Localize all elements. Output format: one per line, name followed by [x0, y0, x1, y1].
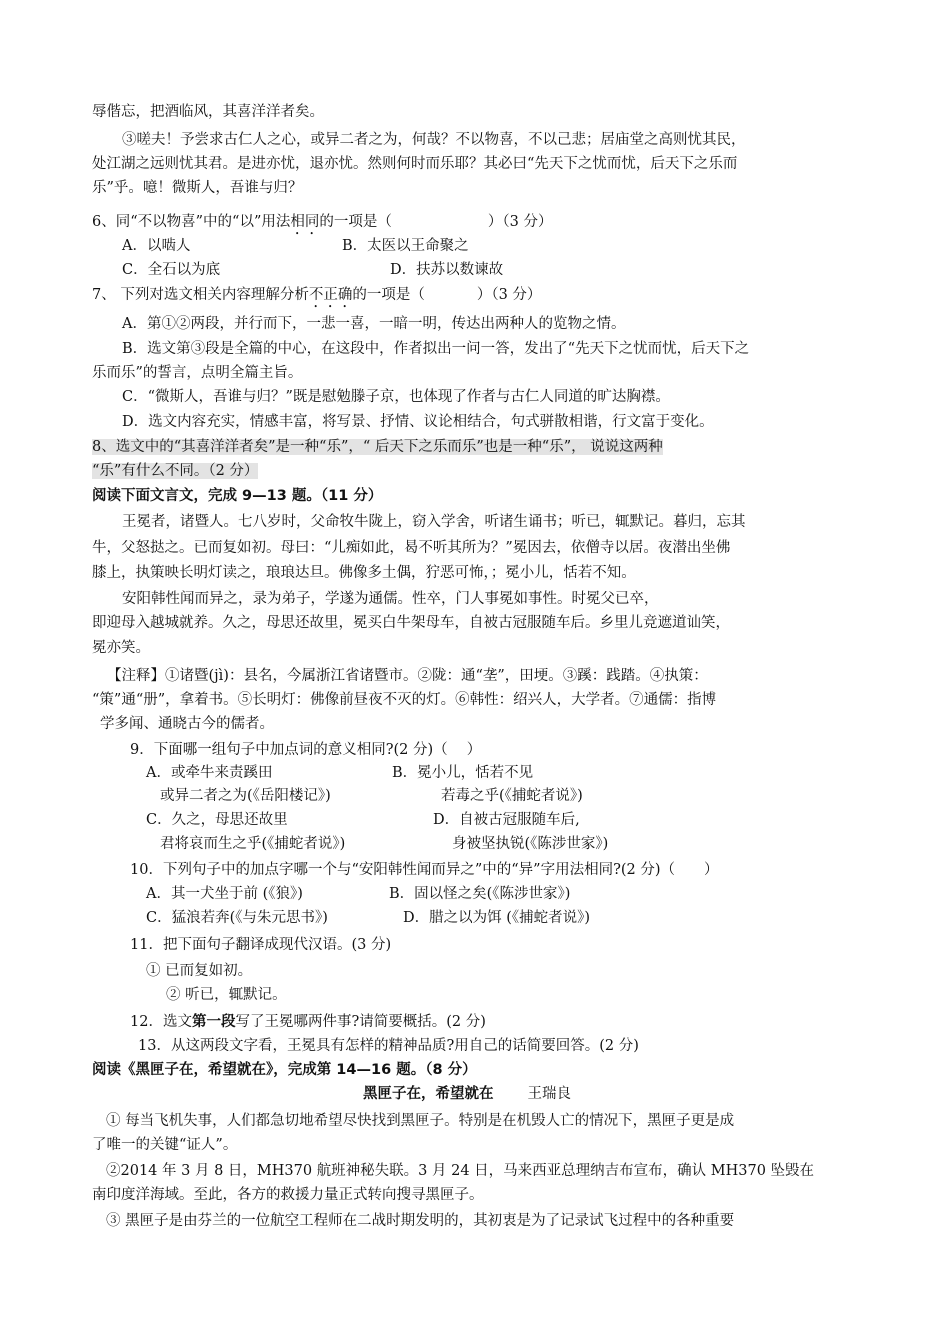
- notes-line: 【注释】①诸暨(jì)：县名，今属浙江省诸暨市。②陇：通“垄”，田埂。③蹊：践踏。④执策：: [107, 668, 708, 684]
- option-d: D．扶苏以数谏故: [390, 262, 504, 278]
- option-a: A．以啮人: [122, 238, 191, 254]
- article-line: ②2014 年 3 月 8 日，MH370 航班神秘失联。3 月 24 日，马来西亚总理纳吉布宣布，确认 MH370 坠毁在: [106, 1163, 815, 1179]
- section-heading: 阅读《黑匣子在，希望就在》，完成第 14—16 题。（8 分）: [92, 1062, 477, 1078]
- question-7-stem: [92, 284, 541, 311]
- article-title: 黑匣子在，希望就在: [363, 1086, 494, 1102]
- highlighted-text: 8、选文中的“其喜洋洋者矣”是一种“乐”，“ 后天下之乐而乐”也是一种“乐”， 说说这两种: [92, 439, 663, 455]
- question-11-item: ② 听已，辄默记。: [166, 987, 287, 1003]
- stem-text: 12．选文: [130, 1014, 192, 1030]
- passage-line: ③嗟夫！予尝求古仁人之心，或异二者之为，何哉？不以物喜，不以己悲；居庙堂之高则忧其民，: [122, 132, 746, 148]
- option-a-compare: 或异二者之为(《岳阳楼记》): [160, 788, 331, 804]
- option-b: B．太医以王命聚之: [342, 238, 469, 254]
- stem-text: ）（3 分）: [487, 214, 553, 230]
- passage-line: 辱偕忘，把酒临风，其喜洋洋者矣。: [92, 104, 324, 120]
- stem-text: 的一项是（: [319, 214, 392, 230]
- question-6-stem: [92, 211, 552, 238]
- stem-text: ）（3 分）: [476, 287, 542, 303]
- wenyan-line: 膝上，执策映长明灯读之，琅琅达旦。佛像多土偶，狞恶可怖，；冕小儿，恬若不知。: [92, 565, 636, 581]
- option-d-compare: 身被坚执锐(《陈涉世家》): [452, 836, 609, 852]
- question-10-stem: 10．下列句子中的加点字哪一个与“安阳韩性闻而异之”中的“异”字用法相同?(2 分)（ ）: [130, 862, 719, 878]
- wenyan-line: 安阳韩性闻而异之，录为弟子，学遂为通儒。性卒，门人事冕如事性。时冕父已卒，: [122, 591, 659, 607]
- emphasis-text: 不正确: [308, 287, 353, 303]
- option-d: D．腊之以为饵 (《捕蛇者说》): [403, 910, 591, 926]
- bold-text: 第一段: [191, 1014, 236, 1030]
- article-title-line: [363, 1083, 571, 1105]
- option-a: A．其一犬坐于前 (《狼》): [146, 886, 303, 902]
- section-heading: 阅读下面文言文，完成 9—13 题。（11 分）: [92, 488, 383, 504]
- option-a: A．或牵牛来责蹊田: [146, 765, 273, 781]
- question-13-stem: 13．从这两段文字看，王冕具有怎样的精神品质?用自己的话简要回答。(2 分): [138, 1038, 639, 1054]
- option-b-compare: 若毒之乎(《捕蛇者说》): [441, 788, 583, 804]
- option-c: C．全石以为底: [122, 262, 221, 278]
- question-11-stem: 11．把下面句子翻译成现代汉语。(3 分): [130, 937, 392, 953]
- option-d: D．自被古冠服随车后,: [433, 812, 580, 828]
- option-c: C．猛浪若奔(《与朱元思书》): [146, 910, 328, 926]
- option-c: C．“微斯人，吾谁与归？”既是慰勉滕子京，也体现了作者与古仁人同道的旷达胸襟。: [122, 389, 670, 405]
- option-a: A．第①②两段，并行而下，一悲一喜，一暗一明，传达出两种人的览物之情。: [122, 316, 626, 332]
- notes-line: “策”通“册”，拿着书。⑤长明灯：佛像前昼夜不灭的灯。⑥韩性：绍兴人，大学者。⑦通儒：指博: [92, 692, 717, 708]
- stem-text: 7、 下列对选文相关内容理解分析: [92, 287, 309, 303]
- question-11-item: ① 已而复如初。: [146, 963, 253, 979]
- question-8-line: [92, 460, 258, 482]
- passage-line: 处江湖之远则忧其君。是进亦忧，退亦忧。然则何时而乐耶？其必曰“先天下之忧而忧，后天下之乐而: [92, 156, 738, 172]
- stem-text: 6、同“不以物喜”中的“以”用法: [92, 214, 291, 230]
- emphasis-text: 相同: [290, 214, 320, 230]
- wenyan-line: 冕亦笑。: [92, 640, 150, 656]
- highlighted-text: “乐”有什么不同。（2 分）: [92, 463, 259, 479]
- stem-text: 写了王冕哪两件事?请简要概括。(2 分): [235, 1014, 486, 1030]
- passage-line: 乐”乎。噫！微斯人，吾谁与归？: [92, 180, 303, 196]
- article-line: 南印度洋海域。至此，各方的救援力量正式转向搜寻黑匣子。: [92, 1187, 484, 1203]
- option-b: B．选文第③段是全篇的中心，在这段中，作者拟出一问一答，发出了“先天下之忧而忧，后天下之: [122, 341, 750, 357]
- option-c: C．久之，母思还故里: [146, 812, 288, 828]
- option-d: D．选文内容充实，情感丰富，将写景、抒情、议论相结合，句式骈散相谐，行文富于变化。: [122, 414, 714, 430]
- option-c-compare: 君将哀而生之乎(《捕蛇者说》): [160, 836, 346, 852]
- wenyan-line: 即迎母入越城就养。久之，母思还故里，冕买白牛架母车，自被古冠服随车后。乡里儿竞遮道讪笑，: [92, 615, 730, 631]
- stem-text: 的一项是（: [352, 287, 425, 303]
- article-line: ① 每当飞机失事，人们都急切地希望尽快找到黑匣子。特别是在机毁人亡的情况下，黑匣子更是成: [106, 1113, 735, 1129]
- option-b: B．固以怪之矣(《陈涉世家》): [389, 886, 571, 902]
- notes-line: 学多闻、通晓古今的儒者。: [100, 716, 274, 732]
- option-b: B．冕小儿，恬若不见: [392, 765, 534, 781]
- question-9-stem: 9．下面哪一组句子中加点词的意义相同?(2 分)（ ）: [130, 742, 482, 758]
- question-12-stem: [130, 1011, 486, 1033]
- question-8-line: [92, 436, 663, 458]
- article-line: ③ 黑匣子是由芬兰的一位航空工程师在二战时期发明的，其初衷是为了记录试飞过程中的各种重要: [106, 1213, 735, 1229]
- wenyan-line: 牛，父怒挞之。已而复如初。母曰：“儿痴如此，曷不听其所为？”冕因去，依僧寺以居。夜潜出坐佛: [92, 540, 731, 556]
- option-b-cont: 乐而乐”的誓言，点明全篇主旨。: [92, 365, 303, 381]
- article-author: 王瑞良: [527, 1086, 571, 1102]
- wenyan-line: 王冕者，诸暨人。七八岁时，父命牧牛陇上，窃入学舍，听诸生诵书；听已，辄默记。暮归，忘其: [122, 514, 746, 530]
- article-line: 了唯一的关键“证人”。: [92, 1137, 238, 1153]
